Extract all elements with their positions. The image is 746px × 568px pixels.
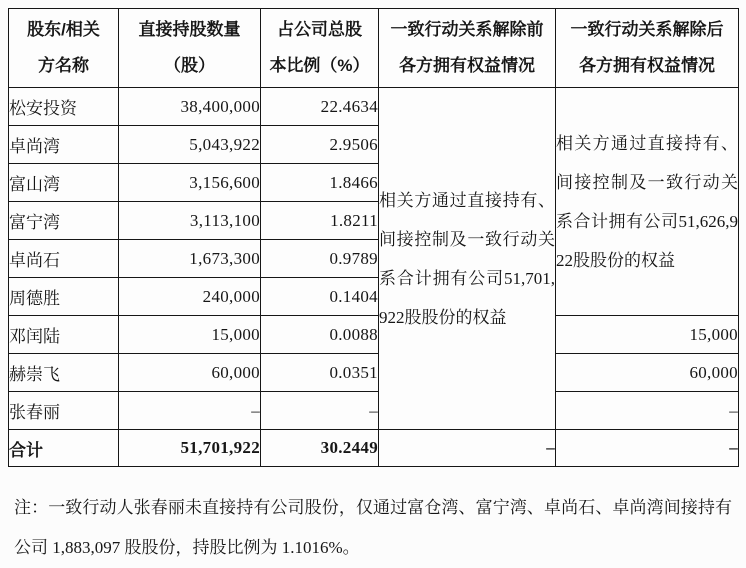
direct-shares-cell: 3,156,600 [119,164,261,202]
header-line: 一致行动关系解除后 [570,20,724,39]
direct-shares-cell: 15,000 [119,316,261,354]
header-share-ratio [261,9,379,88]
header-line: 各方拥有权益情况 [579,56,715,75]
share-ratio-cell: – [261,392,379,430]
header-row [9,9,739,88]
shareholder-name-cell: 富宁湾 [9,202,119,240]
shareholder-name-cell: 赫崇飞 [9,354,119,392]
shareholder-name-cell: 周德胜 [9,278,119,316]
total-post-dissolution-cell: – [556,430,739,467]
post-dissolution-shares-cell: 15,000 [556,316,739,354]
header-line: 占公司总股 [277,20,362,39]
shareholding-table [8,8,739,467]
header-pre-dissolution-rights [379,9,556,88]
header-post-dissolution-rights [556,9,739,88]
share-ratio-cell: 0.0351 [261,354,379,392]
header-direct-shares [119,9,261,88]
pre-dissolution-rights-cell: 相关方通过直接持有、间接控制及一致行动关系合计拥有公司51,701,922股股份的权益 [379,88,556,430]
shareholder-name-cell: 张春丽 [9,392,119,430]
header-line: 方名称 [38,56,89,75]
table-row [9,88,739,126]
total-shares-cell: 51,701,922 [119,430,261,467]
footnote: 注：一致行动人张春丽未直接持有公司股份，仅通过富仓湾、富宁湾、卓尚石、卓尚湾间接持有公司 1,883,097 股股份，持股比例为 1.1016%。 [14,498,732,557]
header-shareholder-name [9,9,119,88]
share-ratio-cell: 22.4634 [261,88,379,126]
direct-shares-cell: 5,043,922 [119,126,261,164]
shareholder-name-cell: 卓尚湾 [9,126,119,164]
table-row [9,316,739,354]
share-ratio-cell: 0.9789 [261,240,379,278]
post-dissolution-shares-cell: 60,000 [556,354,739,392]
total-pre-dissolution-cell: – [379,430,556,467]
header-line: 各方拥有权益情况 [399,56,535,75]
direct-shares-cell: 60,000 [119,354,261,392]
header-line: 股东/相关 [27,20,100,39]
direct-shares-cell: 38,400,000 [119,88,261,126]
direct-shares-cell: 240,000 [119,278,261,316]
direct-shares-cell: 1,673,300 [119,240,261,278]
total-label-cell: 合计 [9,430,119,467]
shareholder-name-cell: 邓闰陆 [9,316,119,354]
share-ratio-cell: 1.8466 [261,164,379,202]
table-row [9,392,739,430]
shareholder-name-cell: 卓尚石 [9,240,119,278]
direct-shares-cell: – [119,392,261,430]
header-line: 直接持股数量 [138,20,241,39]
share-ratio-cell: 0.0088 [261,316,379,354]
header-line: 本比例（%） [269,56,370,75]
header-line: （股） [164,56,215,75]
table-body [9,88,739,467]
share-ratio-cell: 0.1404 [261,278,379,316]
post-dissolution-shares-cell: – [556,392,739,430]
shareholder-name-cell: 松安投资 [9,88,119,126]
direct-shares-cell: 3,113,100 [119,202,261,240]
total-ratio-cell: 30.2449 [261,430,379,467]
share-ratio-cell: 1.8211 [261,202,379,240]
post-dissolution-rights-cell: 相关方通过直接持有、间接控制及一致行动关系合计拥有公司51,626,922股股份的权益 [556,88,739,316]
share-ratio-cell: 2.9506 [261,126,379,164]
header-line: 一致行动关系解除前 [390,20,544,39]
total-row [9,430,739,467]
table-row [9,354,739,392]
shareholder-name-cell: 富山湾 [9,164,119,202]
table-header [9,9,739,88]
